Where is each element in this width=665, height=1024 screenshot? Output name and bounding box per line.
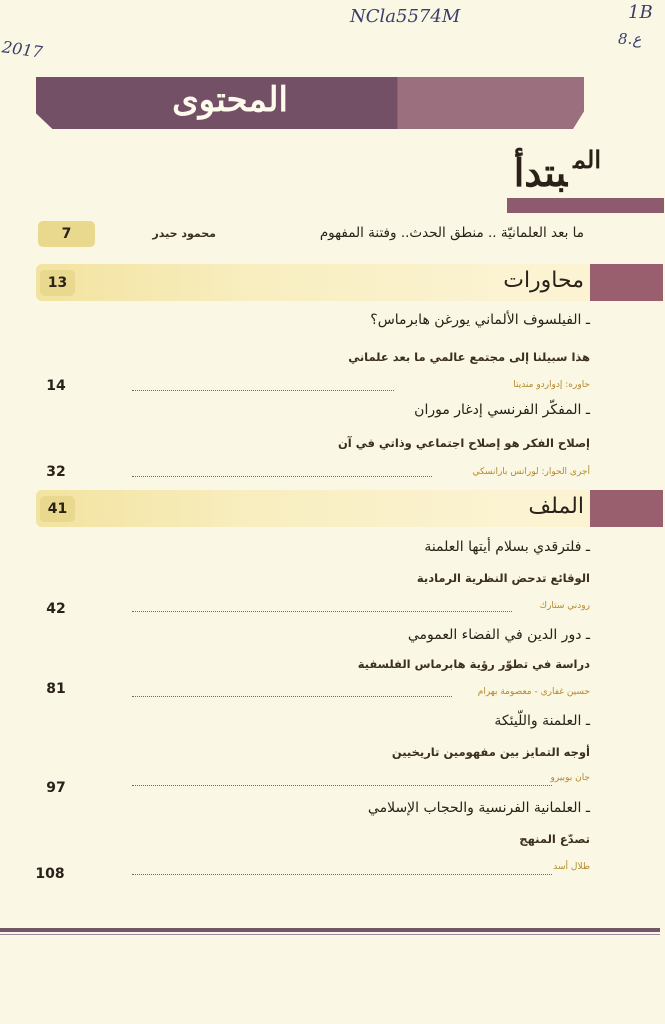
article-entry[interactable] (30, 627, 590, 707)
article-subtitle: أوجه التمايز بين مفهومين تاريخيين (391, 745, 590, 759)
section-label-almilaf: الملف (528, 494, 584, 519)
article-entry[interactable] (30, 539, 590, 619)
article-dots (132, 476, 432, 477)
article-page: 32 (46, 464, 66, 480)
ibtida-accent-bar (507, 198, 664, 213)
article-subtitle: إصلاح الفكر هو إصلاح اجتماعي وذاتي في آن (337, 436, 590, 450)
article-title: ـ العلمنة واللّيئكة (494, 713, 590, 729)
article-dots (132, 696, 452, 697)
intro-page-box: 7 (38, 221, 95, 247)
bottom-rule (0, 928, 660, 932)
section-page-muhawarat: 13 (40, 270, 75, 296)
section-tab-almilaf (590, 490, 663, 527)
article-dots (132, 874, 552, 875)
article-author: حاوره: إدواردو منديتا (513, 380, 590, 390)
article-subtitle: تصدّع المنهج (519, 832, 590, 846)
bottom-rule-thin (0, 934, 660, 935)
intro-author: محمود حيدر (152, 227, 216, 240)
section-label-muhawarat: محاورات (503, 268, 584, 293)
article-subtitle: هذا سبيلنا إلى مجتمع عالمي ما بعد علماني (348, 350, 590, 364)
article-title: ـ دور الدين في الفضاء العمومي (407, 627, 590, 643)
section-page-almilaf: 41 (40, 496, 75, 522)
ibtida-prefix: الم (573, 145, 601, 174)
intro-title: ما بعد العلمانيّة .. منطق الحدث.. وفتنة المفهوم (319, 225, 584, 241)
article-title: ـ العلمانية الفرنسية والحجاب الإسلامي (367, 800, 590, 816)
ibtida-heading (513, 145, 601, 195)
article-dots (132, 390, 394, 391)
article-author: حسين غفاري - معصومة بهرام (477, 687, 590, 697)
article-author: رودني ستارك (539, 601, 590, 611)
article-subtitle: الوقائع تدحض النظرية الرمادية (416, 571, 590, 585)
article-title: ـ فلترقدي بسلام أيتها العلمنة (424, 539, 590, 555)
page-title: المحتوى (172, 80, 288, 120)
article-dots (132, 785, 552, 786)
article-entry[interactable] (30, 402, 590, 484)
article-page: 42 (46, 601, 66, 617)
article-entry[interactable] (30, 800, 590, 882)
article-dots (132, 611, 512, 612)
article-author: أجرى الحوار: لورانس بارانسكي (472, 467, 590, 477)
article-page: 108 (35, 866, 65, 882)
article-subtitle: دراسة في تطوّر رؤية هابرماس الفلسفية (357, 657, 590, 671)
article-page: 14 (46, 378, 66, 394)
handwritten-corner-bottom: ع.8 (618, 30, 642, 48)
article-title: ـ المفكّر الفرنسي إدغار موران (414, 402, 590, 418)
intro-entry[interactable] (36, 221, 664, 251)
section-tab-muhawarat (590, 264, 663, 301)
ibtida-label: بتدأ (513, 150, 568, 195)
title-banner (36, 77, 584, 129)
article-title: ـ الفيلسوف الألماني يورغن هابرماس؟ (370, 312, 590, 328)
article-author: طلال أسد (553, 862, 590, 872)
article-page: 97 (46, 780, 66, 796)
article-entry[interactable] (30, 713, 590, 796)
article-page: 81 (46, 681, 66, 697)
article-entry[interactable] (30, 312, 590, 394)
article-author: جان بوبيرو (550, 773, 590, 783)
handwritten-corner-top: 1B (628, 2, 653, 23)
handwritten-year: 2017 (0, 37, 44, 62)
handwritten-code: NCla5574M (350, 6, 461, 27)
